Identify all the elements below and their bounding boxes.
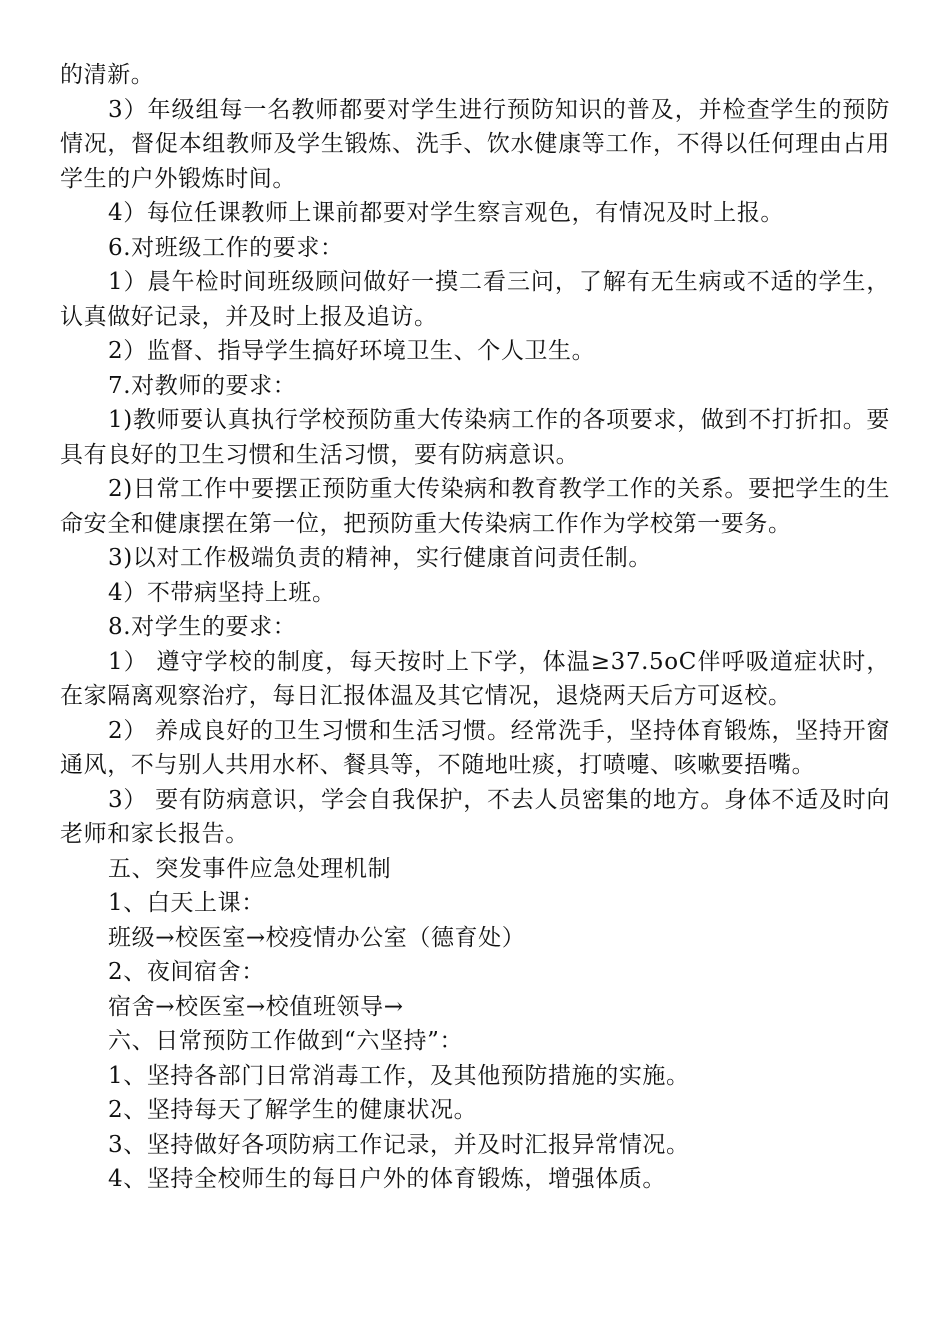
list-item: 1、坚持各部门日常消毒工作，及其他预防措施的实施。 [108, 1062, 690, 1089]
paragraph: 3)以对工作极端负责的精神，实行健康首问责任制。 [108, 545, 653, 571]
list-item: 2、坚持每天了解学生的健康状况。 [108, 1097, 478, 1123]
paragraph: 2）监督、指导学生搞好环境卫生、个人卫生。 [108, 338, 596, 364]
paragraph: 1、白天上课： [108, 890, 265, 916]
section-heading: 6.对班级工作的要求： [108, 234, 344, 261]
section-heading: 7.对教师的要求： [108, 372, 297, 399]
paragraph: 2、夜间宿舍： [108, 959, 265, 985]
paragraph: 1)教师要认真执行学校预防重大传染病工作的各项要求，做到不打折扣。要具有良好的卫生习惯和生活习惯，要有防病意识。 [60, 407, 890, 468]
document-body [60, 58, 890, 1197]
paragraph: 4）不带病坚持上班。 [108, 579, 336, 606]
flow-path: 宿舍→校医室→校值班领导→ [108, 993, 404, 1020]
section-heading: 六、日常预防工作做到“六坚持”： [108, 1028, 464, 1054]
flow-path: 班级→校医室→校疫情办公室（德育处） [108, 924, 526, 951]
paragraph: 1）晨午检时间班级顾问做好一摸二看三问，了解有无生病或不适的学生，认真做好记录，并及时上报及追访。 [60, 269, 890, 330]
paragraph: 1） 遵守学校的制度，每天按时上下学，体温≥37.5oC伴呼吸道症状时，在家隔离观察治疗，每日汇报体温及其它情况，退烧两天后方可返校。 [60, 648, 890, 709]
paragraph: 的清新。 [60, 62, 155, 88]
paragraph: 2)日常工作中要摆正预防重大传染病和教育教学工作的关系。要把学生的生命安全和健康摆在第一位，把预防重大传染病工作作为学校第一要务。 [60, 476, 890, 537]
section-heading: 五、突发事件应急处理机制 [108, 855, 392, 882]
section-heading: 8.对学生的要求： [108, 614, 297, 640]
paragraph: 4）每位任课教师上课前都要对学生察言观色，有情况及时上报。 [108, 200, 785, 226]
list-item: 3、坚持做好各项防病工作记录，并及时汇报异常情况。 [108, 1131, 690, 1158]
list-item: 4、坚持全校师生的每日户外的体育锻炼，增强体质。 [108, 1166, 667, 1192]
paragraph: 3） 要有防病意识，学会自我保护，不去人员密集的地方。身体不适及时向老师和家长报告。 [60, 786, 890, 847]
paragraph: 3）年级组每一名教师都要对学生进行预防知识的普及，并检查学生的预防情况，督促本组教师及学生锻炼、洗手、饮水健康等工作，不得以任何理由占用学生的户外锻炼时间。 [60, 96, 890, 192]
paragraph: 2） 养成良好的卫生习惯和生活习惯。经常洗手，坚持体育锻炼，坚持开窗通风，不与别人共用水杯、餐具等，不随地吐痰，打喷嚏、咳嗽要捂嘴。 [60, 717, 890, 778]
